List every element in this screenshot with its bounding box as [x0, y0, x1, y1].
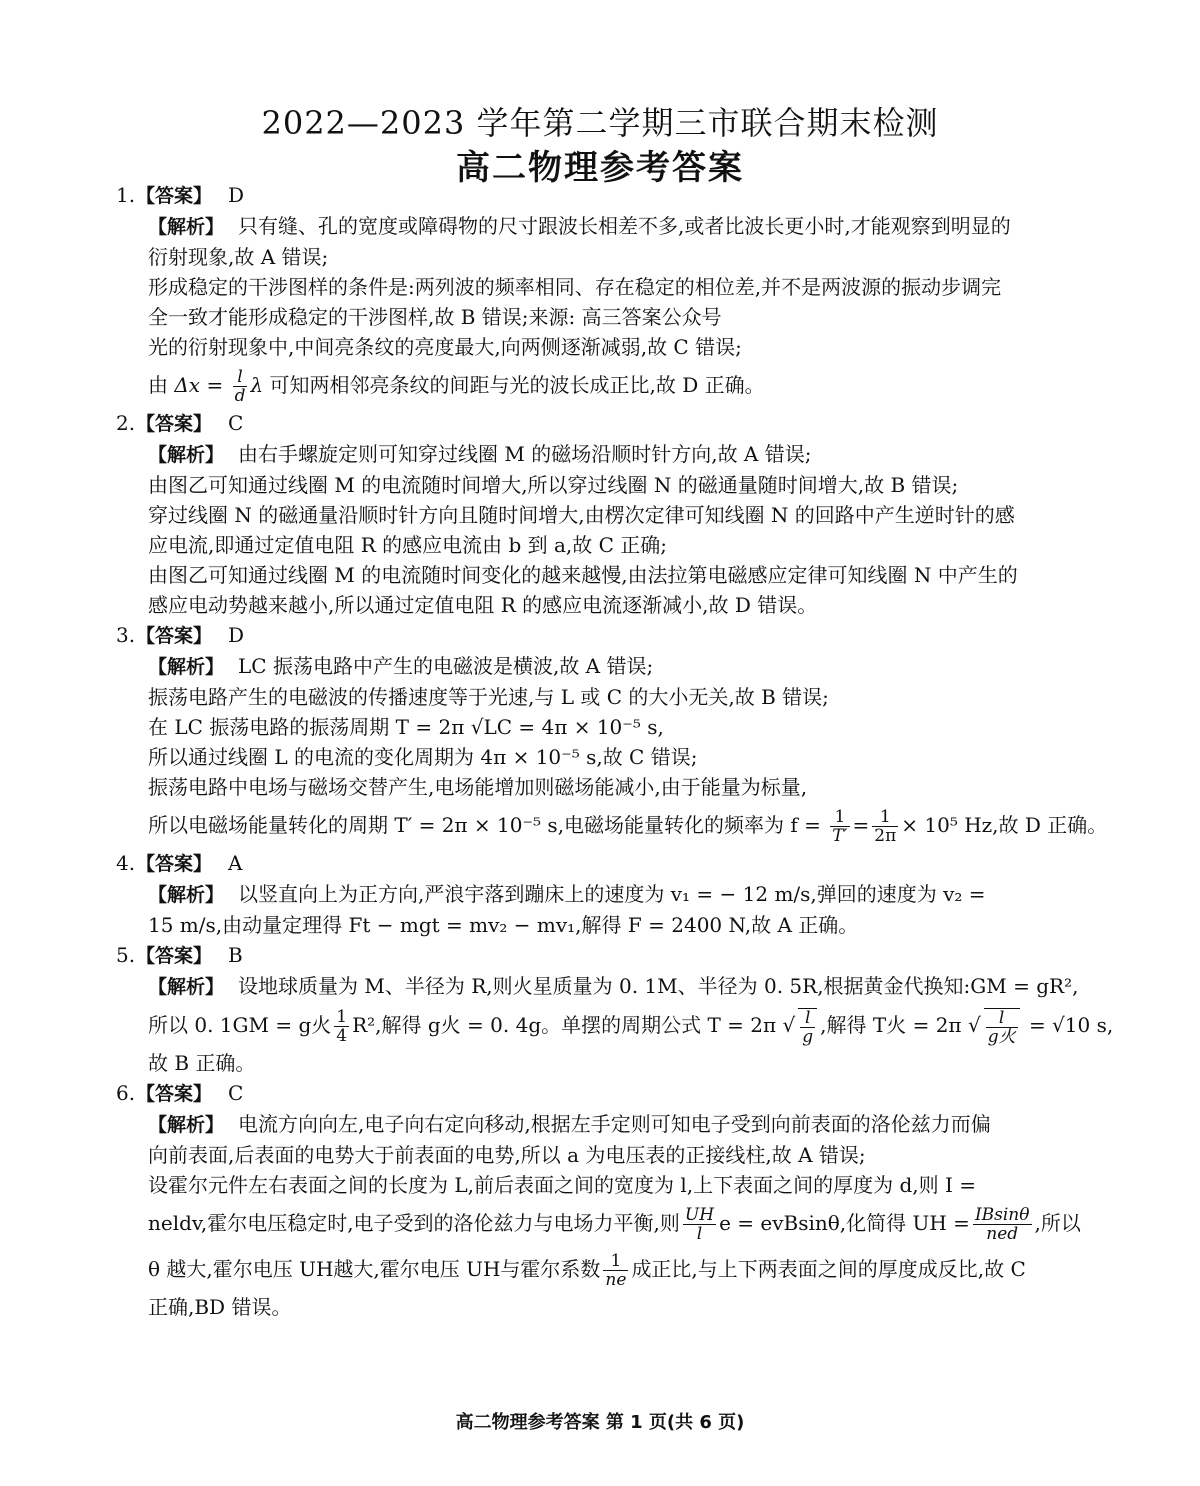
- explanation-line: 故 B 正确。: [148, 1051, 256, 1075]
- answer-tag: 【答案】: [136, 853, 213, 875]
- answer-value: A: [228, 851, 243, 875]
- question-number: 1.: [116, 183, 136, 207]
- question-1: [116, 180, 1066, 408]
- answer-tag: 【答案】: [136, 1083, 213, 1105]
- explanation-line: 【解析】 由右手螺旋定则可知穿过线圈 M 的磁场沿顺时针方向,故 A 错误;: [148, 442, 812, 466]
- explanation-line: 【解析】 以竖直向上为正方向,严浪宇落到蹦床上的速度为 v₁ = − 12 m/s,弹回的速度为 v₂ =: [148, 882, 986, 906]
- question-number: 5.: [116, 943, 136, 967]
- explanation-line: 向前表面,后表面的电势大于前表面的电势,所以 a 为电压表的正接线柱,故 A 错误;: [148, 1143, 866, 1167]
- question-number: 4.: [116, 851, 136, 875]
- fraction: $\frac{UH}{l}$: [684, 1205, 715, 1244]
- document-title: 2022—2023 学年第二学期三市联合期末检测: [261, 104, 939, 142]
- explanation-line: 在 LC 振荡电路的振荡周期 T = 2π √LC = 4π × 10⁻⁵ s,: [148, 715, 664, 739]
- explanation-line: 15 m/s,由动量定理得 Ft − mgt = mv₂ − mv₁,解得 F = 2400 N,故 A 正确。: [148, 913, 859, 937]
- sqrt-sign-icon: √: [967, 1013, 981, 1037]
- answer-value: C: [228, 1081, 244, 1105]
- answer-list: [116, 180, 1114, 1322]
- answer-value: D: [228, 623, 245, 647]
- fraction: $\frac{1}{4}$: [336, 1007, 348, 1046]
- answer-value: D: [228, 183, 245, 207]
- answer-tag: 【答案】: [136, 413, 213, 435]
- answer-row: [116, 848, 1066, 879]
- explain-tag: 【解析】: [148, 216, 225, 238]
- formula-line: neldv,霍尔电压稳定时,电子受到的洛伦兹力与电场力平衡,则 $\frac{UH}{l}$ e = evBsinθ,化简得 UH = $\frac{IBsin\theta}{\text{ned}}$ ,所以: [148, 1205, 1081, 1244]
- explanation-line: 全一致才能形成稳定的干涉图样,故 B 错误;来源: 高三答案公众号: [148, 305, 722, 329]
- question-2: [116, 408, 1066, 620]
- explanation-line: 应电流,即通过定值电阻 R 的感应电流由 b 到 a,故 C 正确;: [148, 533, 668, 557]
- explain-tag: 【解析】: [148, 884, 225, 906]
- fraction: $\frac{l}{d}$: [234, 367, 246, 406]
- explanation-line: 【解析】 电流方向向左,电子向右定向移动,根据左手定则可知电子受到向前表面的洛伦兹力而偏: [148, 1112, 991, 1136]
- fraction: $\frac{IBsin\theta}{\text{ned}}$: [974, 1205, 1030, 1244]
- formula-line: 所以 0. 1GM = g火 $\frac{1}{4}$ R²,解得 g火 = 0. 4g。单摆的周期公式 T = 2π √ $\frac{l}{g}$ ,解得 T火 = 2π √ $\frac{l}{\text{g火}}$ = √10 s,: [148, 1007, 1114, 1047]
- answer-tag: 【答案】: [136, 945, 213, 967]
- question-number: 6.: [116, 1081, 136, 1105]
- explanation-line: 振荡电路产生的电磁波的传播速度等于光速,与 L 或 C 的大小无关,故 B 错误;: [148, 685, 829, 709]
- explanation-line: 振荡电路中电场与磁场交替产生,电场能增加则磁场能减小,由于能量为标量,: [148, 775, 808, 799]
- sqrt-sign-icon: √: [782, 1013, 796, 1037]
- fraction: $\frac{1}{2\pi}$: [874, 807, 897, 846]
- explain-tag: 【解析】: [148, 444, 225, 466]
- answer-row: [116, 1078, 1066, 1109]
- document-subtitle: 高二物理参考答案: [456, 148, 744, 188]
- explain-tag: 【解析】: [148, 976, 225, 998]
- fraction: $\frac{1}{T'}$: [832, 807, 848, 846]
- fraction: $\frac{l}{\text{g火}}$: [984, 1008, 1020, 1046]
- question-number: 3.: [116, 623, 136, 647]
- fraction: $\frac{1}{ne}$: [605, 1251, 627, 1290]
- answer-value: C: [228, 411, 244, 435]
- explanation-line: 光的衍射现象中,中间亮条纹的亮度最大,向两侧逐渐减弱,故 C 错误;: [148, 335, 742, 359]
- question-5: [116, 940, 1114, 1078]
- answer-row: [116, 180, 1066, 211]
- explanation-line: 感应电动势越来越小,所以通过定值电阻 R 的感应电流逐渐减小,故 D 错误。: [148, 593, 818, 617]
- fraction: $\frac{l}{g}$: [798, 1008, 817, 1046]
- question-4: [116, 848, 1066, 940]
- explanation-line: 【解析】 只有缝、孔的宽度或障碍物的尺寸跟波长相差不多,或者比波长更小时,才能观察到明显的: [148, 214, 1011, 238]
- answer-tag: 【答案】: [136, 625, 213, 647]
- explanation-line: 由图乙可知通过线圈 M 的电流随时间增大,所以穿过线圈 N 的磁通量随时间增大,故 B 错误;: [148, 473, 959, 497]
- explanation-line: 【解析】 设地球质量为 M、半径为 R,则火星质量为 0. 1M、半径为 0. 5R,根据黄金代换知:GM = gR²,: [148, 974, 1079, 998]
- answer-row: [116, 620, 1066, 651]
- explanation-line: 正确,BD 错误。: [148, 1295, 292, 1319]
- question-3: [116, 620, 1108, 848]
- explanation-line: 【解析】 LC 振荡电路中产生的电磁波是横波,故 A 错误;: [148, 654, 654, 678]
- question-6: [116, 1078, 1081, 1322]
- explanation-line: 由图乙可知通过线圈 M 的电流随时间变化的越来越慢,由法拉第电磁感应定律可知线圈 N 中产生的: [148, 563, 1018, 587]
- explanation-line: 所以通过线圈 L 的电流的变化周期为 4π × 10⁻⁵ s,故 C 错误;: [148, 745, 698, 769]
- formula-line: 所以电磁场能量转化的周期 T′ = 2π × 10⁻⁵ s,电磁场能量转化的频率为 f = $\frac{1}{T'}$ = $\frac{1}{2\pi}$ × 10⁵ Hz,故 D 正确。: [148, 807, 1108, 846]
- page-footer: 高二物理参考答案 第 1 页(共 6 页): [455, 1412, 745, 1433]
- explain-tag: 【解析】: [148, 1114, 225, 1136]
- answer-row: [116, 940, 1066, 971]
- explanation-line: 穿过线圈 N 的磁通量沿顺时针方向且随时间增大,由楞次定律可知线圈 N 的回路中产生逆时针的感: [148, 503, 1015, 527]
- formula-line: 由 Δx = $\frac{l}{d}$ λ 可知两相邻亮条纹的间距与光的波长成正比,故 D 正确。: [148, 367, 765, 406]
- formula-line: θ 越大,霍尔电压 UH越大,霍尔电压 UH与霍尔系数 $\frac{1}{ne}$ 成正比,与上下两表面之间的厚度成反比,故 C: [148, 1251, 1026, 1290]
- explanation-line: 设霍尔元件左右表面之间的长度为 L,前后表面之间的宽度为 l,上下表面之间的厚度为 d,则 I =: [148, 1173, 976, 1197]
- answer-tag: 【答案】: [136, 185, 213, 207]
- explanation-line: 衍射现象,故 A 错误;: [148, 245, 329, 269]
- explain-tag: 【解析】: [148, 656, 225, 678]
- answer-row: [116, 408, 1066, 439]
- answer-value: B: [228, 943, 243, 967]
- explanation-line: 形成稳定的干涉图样的条件是:两列波的频率相同、存在稳定的相位差,并不是两波源的振动步调完: [148, 275, 1002, 299]
- question-number: 2.: [116, 411, 136, 435]
